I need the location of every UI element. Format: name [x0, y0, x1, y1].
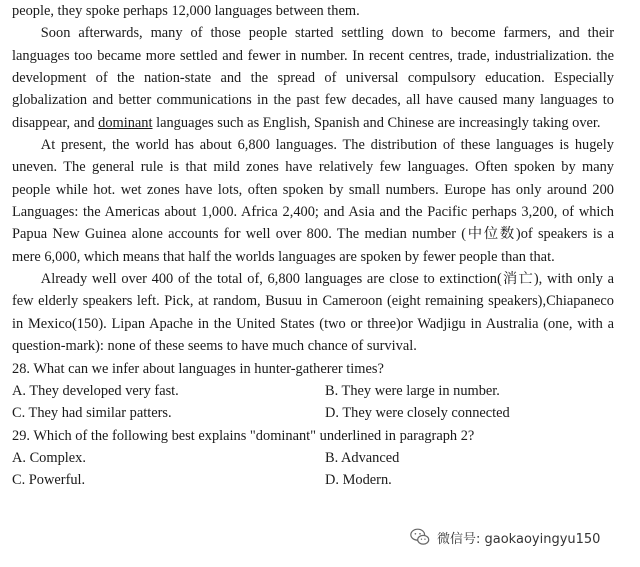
question-28-options [12, 380, 614, 425]
question-29-option-d: D. Modern. [325, 472, 392, 489]
paragraph-2-text: Soon afterwards, many of those people started settling down to become farmers, and their languages too became more settled and fewer in number. In recent centres, trade, industrialization. the development of the nation-state and the spread of universal compulsory education. Especially globalization and better communications in the past few decades, all have caused many languages to disappear, and [12, 25, 614, 131]
paragraph-2 [12, 22, 614, 134]
watermark-text: 微信号: gaokaoyingyu150 [437, 531, 601, 547]
question-28-option-b: B. They were large in number. [325, 382, 500, 399]
question-28-option-a: A. They developed very fast. [12, 382, 179, 399]
question-28-stem: 28. What can we infer about languages in hunter-gatherer times? [12, 360, 384, 377]
paragraph-2-end: languages such as English, Spanish and Chinese are increasingly taking over. [152, 114, 601, 131]
question-28-option-c: C. They had similar patters. [12, 405, 172, 422]
paragraph-3: At present, the world has about 6,800 languages. The distribution of these languages is hugely uneven. The general rule is that mild zones have relatively few languages. Often spoken by many people while hot. wet zones have lots, often spoken by small numbers. Europe has only around 200 Languages: the Americas about 1,000. Africa 2,400; and Asia and the Pacific perhaps 3,200, of which Papua New Guinea alone accounts for well over 800. The median number (中位数)of speakers is a mere 6,000, which means that half the worlds languages are spoken by fewer people than that. [12, 137, 614, 265]
document-page [12, 0, 614, 492]
paragraph-1-tail: people, they spoke perhaps 12,000 languages between them. [12, 3, 360, 19]
question-29-option-a: A. Complex. [12, 449, 86, 466]
paragraph-4: Already well over 400 of the total of, 6,800 languages are close to extinction(消亡), with only a few elderly speakers left. Pick, at random, Busuu in Cameroon (eight remaining speakers),Chiapaneco in Mexico(150). Lipan Apache in the United States (two or three)or Wadjigu in Australia (one, with a question-mark): none of these seems to have much chance of survival. [12, 271, 614, 355]
underlined-word-dominant: dominant [98, 114, 153, 131]
question-28-option-d: D. They were closely connected [325, 405, 510, 422]
question-29-option-b: B. Advanced [325, 449, 400, 466]
wechat-watermark [405, 523, 608, 551]
wechat-icon [409, 526, 431, 548]
question-29-option-c: C. Powerful. [12, 472, 86, 489]
question-29-options [12, 447, 614, 492]
question-29-stem: 29. Which of the following best explains "dominant" underlined in paragraph 2? [12, 427, 475, 444]
